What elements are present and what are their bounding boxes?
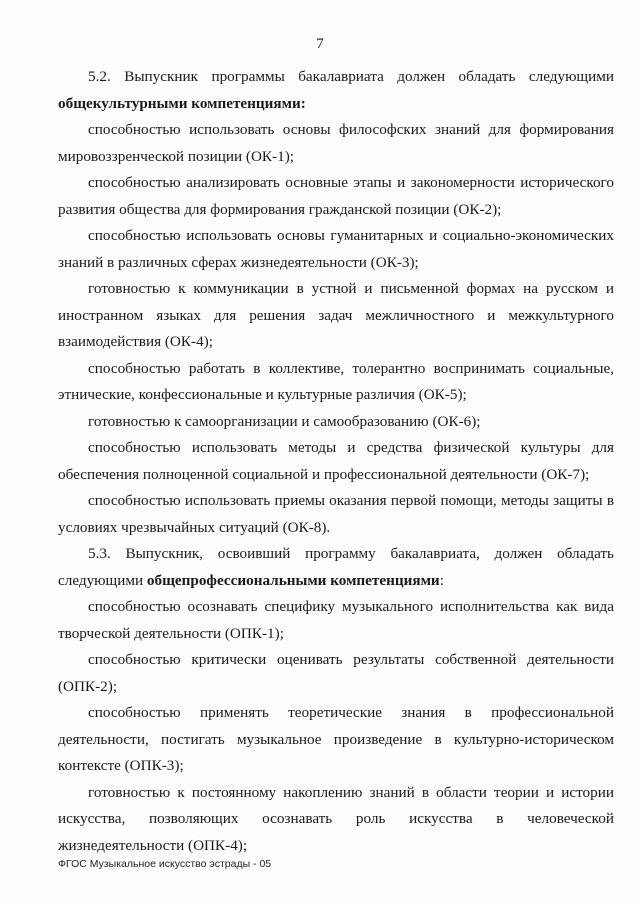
competence-opk-4: готовностью к постоянному накоплению знаний в области теории и истории искусства, позволяющих осознавать роль искусства в человеческой жизнедеятельности (ОПК-4); [58,783,614,854]
paragraph-5-2 [58,64,614,117]
competence-opk-3: способностью применять теоретические знания в профессиональной деятельности, постигать музыкальное произведение в культурно-историческом контексте (ОПК-3); [58,704,614,774]
paragraph-5-3 [58,541,614,594]
competence-ok-5: способностью работать в коллективе, толерантно воспринимать социальные, этнические, конфессиональные и культурные различия (ОК-5); [58,359,614,403]
bold-heading: общекультурными компетенциями: [58,94,306,112]
page-number: 7 [316,36,324,52]
paragraph-text: 5.2. Выпускник программы бакалавриата должен обладать следующими [88,68,614,85]
competence-ok-6: готовностью к самоорганизации и самообразованию (ОК-6); [88,412,481,430]
paragraph-text: 5.3. Выпускник, освоивший программу бакалавриата, должен обладать следующими [58,545,614,589]
document-footer: ФГОС Музыкальное искусство эстрады - 05 [58,858,272,870]
document-body [58,64,614,859]
competence-ok-1: способностью использовать основы философских знаний для формирования мировоззренческой позиции (ОК-1); [58,121,614,165]
bold-heading: общепрофессиональными компетенциями [146,571,440,589]
paragraph-tail: : [439,571,444,589]
competence-opk-2: способностью критически оценивать результаты собственной деятельности (ОПК-2); [58,651,614,695]
competence-opk-1: способностью осознавать специфику музыкального исполнительства как вида творческой деятельности (ОПК-1); [58,598,614,642]
competence-ok-7: способностью использовать методы и средства физической культуры для обеспечения полноценной социальной и профессиональной деятельности (ОК-7); [58,439,614,483]
competence-ok-4: готовностью к коммуникации в устной и письменной формах на русском и иностранном языках для решения задач межличностного и межкультурного взаимодействия (ОК-4); [58,280,614,350]
competence-ok-8: способностью использовать приемы оказания первой помощи, методы защиты в условиях чрезвычайных ситуаций (ОК-8). [58,492,614,536]
competence-ok-3: способностью использовать основы гуманитарных и социально-экономических знаний в различных сферах жизнедеятельности (ОК-3); [58,227,614,271]
competence-ok-2: способностью анализировать основные этапы и закономерности исторического развития общества для формирования гражданской позиции (ОК-2); [58,174,614,218]
